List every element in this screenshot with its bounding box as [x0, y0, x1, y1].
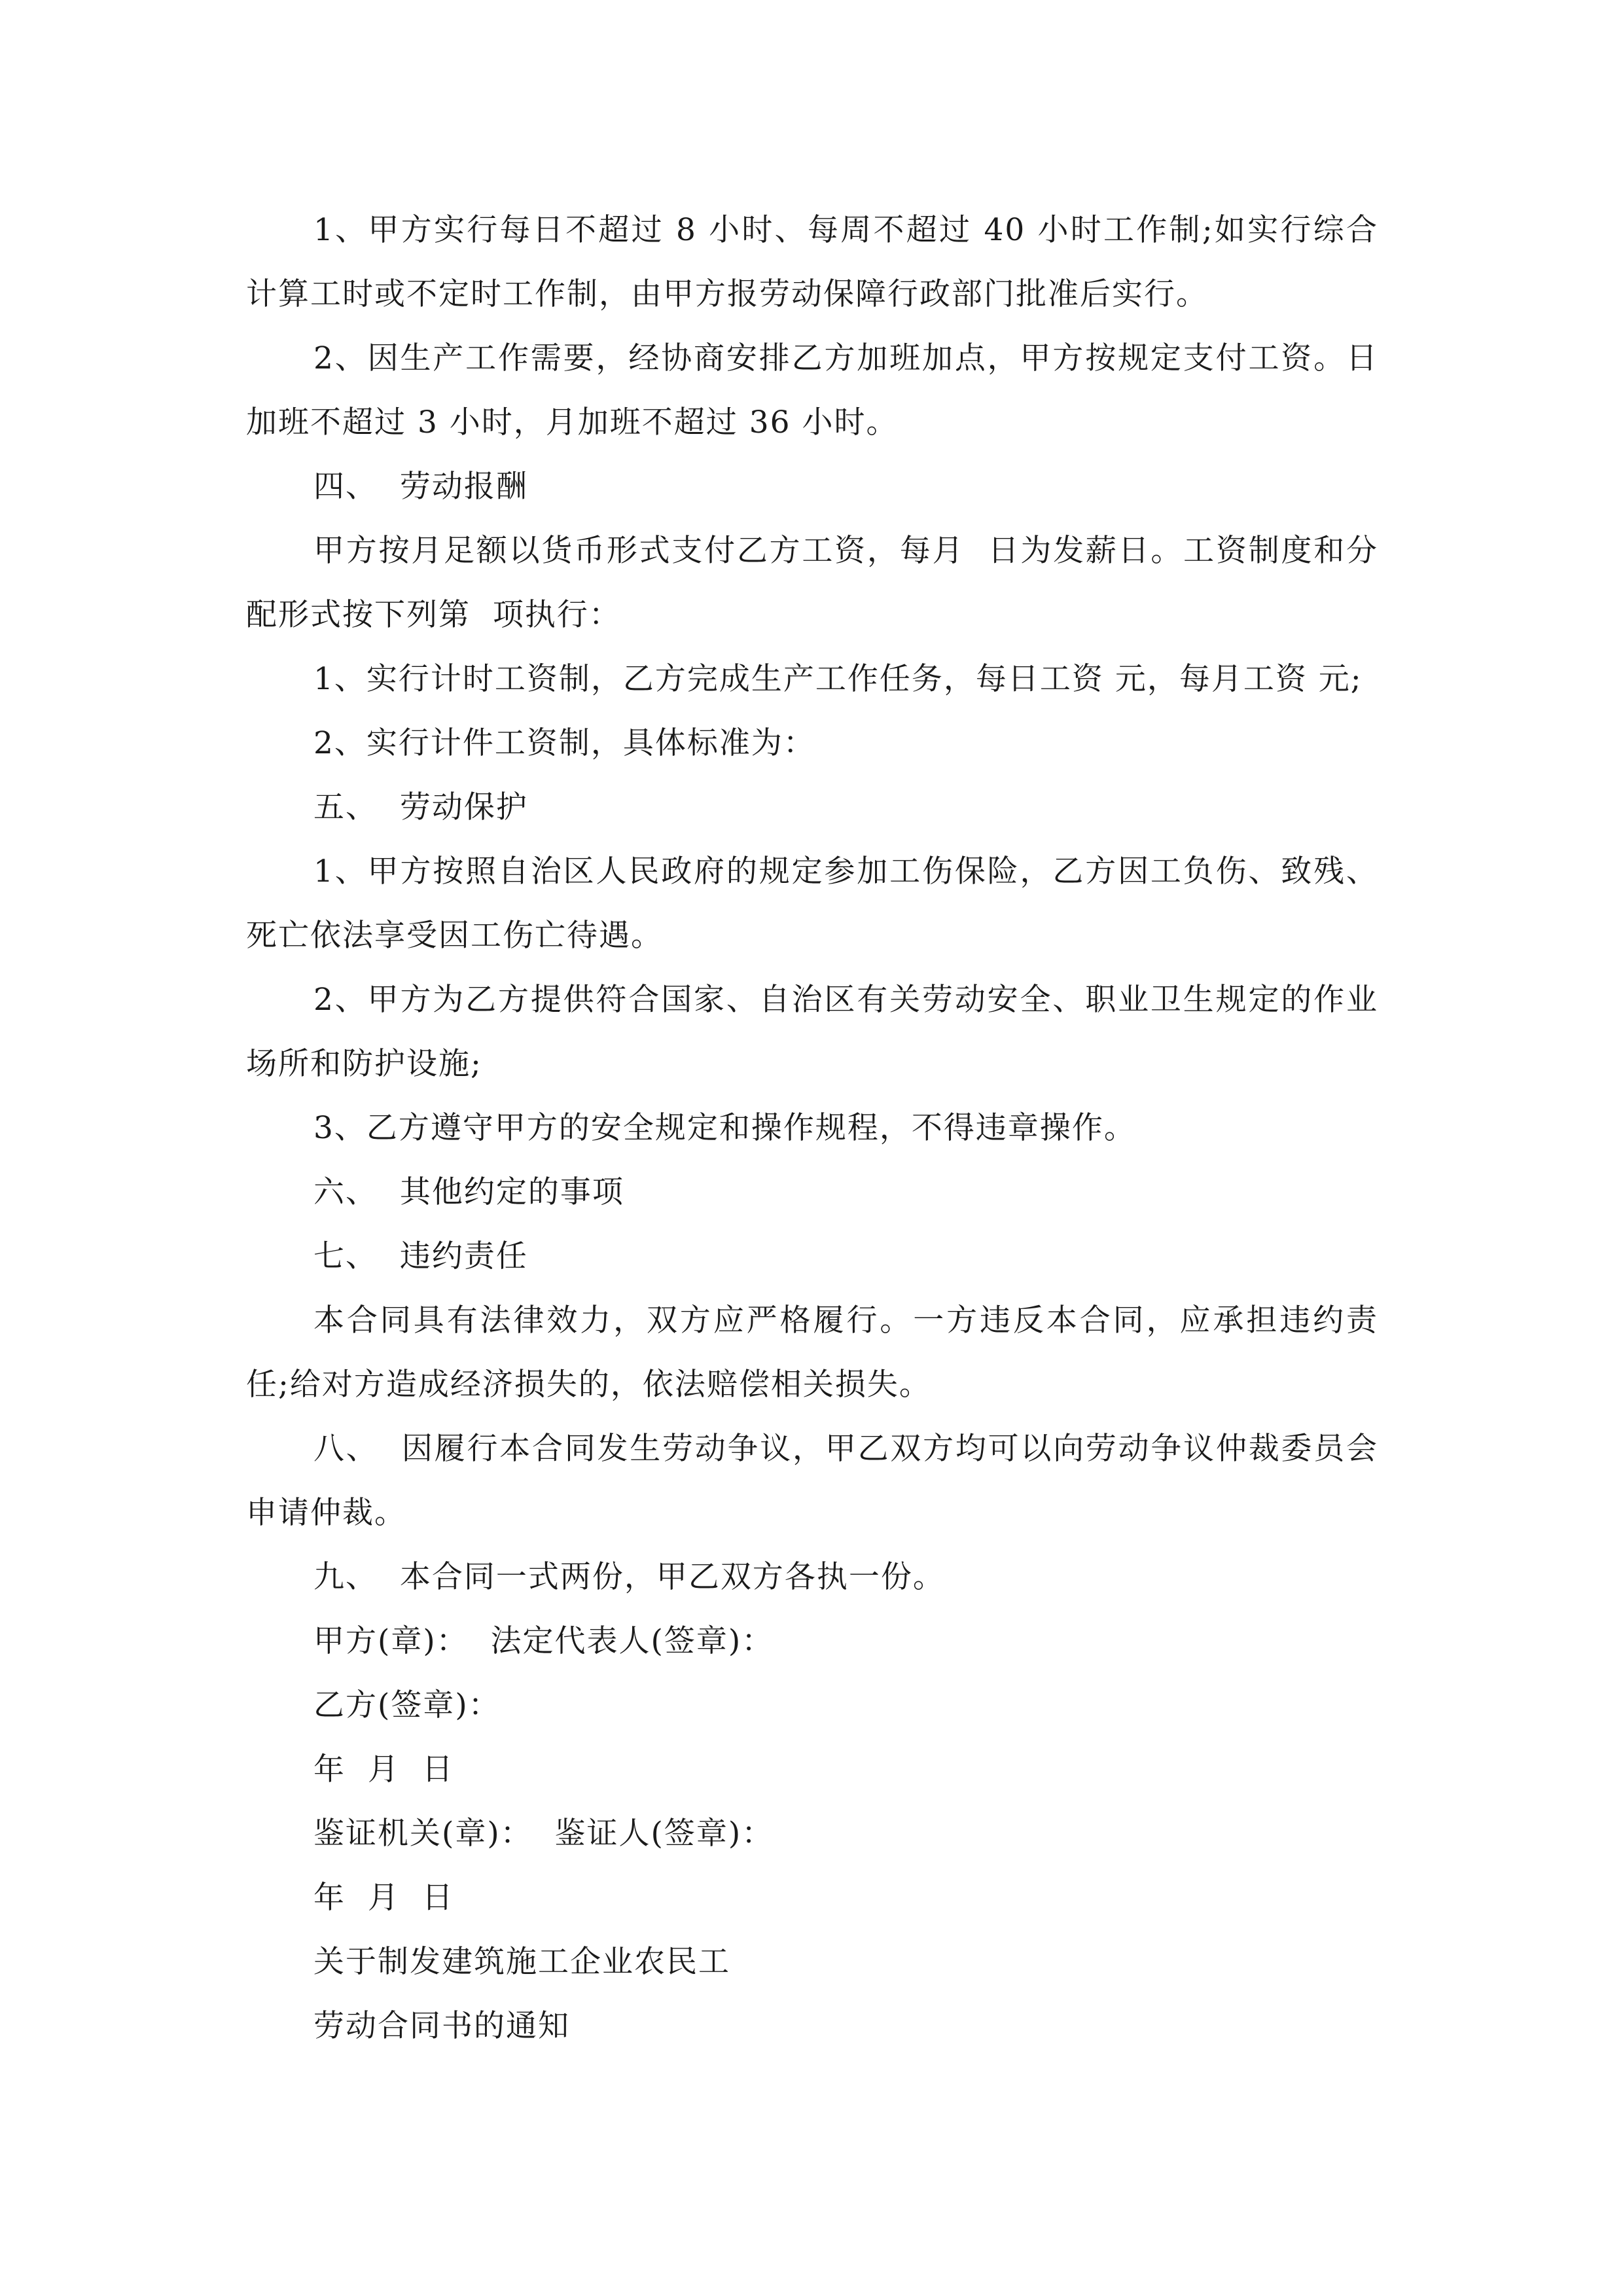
- clause-remuneration-intro: 甲方按月足额以货币形式支付乙方工资，每月 日为发薪日。工资制度和分配形式按下列第 项执行：: [246, 533, 1378, 633]
- clause-work-hours-2: 2、因生产工作需要，经协商安排乙方加班加点，甲方按规定支付工资。日加班不超过 3 小时，月加班不超过 36 小时。: [246, 340, 1378, 440]
- clause-protection-1: 1、甲方按照自治区人民政府的规定参加工伤保险，乙方因工负伤、致残、死亡依法享受因工伤亡待遇。: [246, 853, 1378, 954]
- section-heading-protection: 五、 劳动保护: [313, 789, 528, 825]
- date-line-2: 年 月 日: [313, 1880, 454, 1916]
- clause-copies: 九、 本合同一式两份，甲乙双方各执一份。: [313, 1559, 945, 1595]
- signature-notary: 鉴证机关(章)： 鉴证人(签章)：: [313, 1816, 774, 1852]
- section-heading-remuneration: 四、 劳动报酬: [313, 469, 528, 505]
- notice-title-line-1: 关于制发建筑施工企业农民工: [313, 1944, 730, 1980]
- clause-liability: 本合同具有法律效力，双方应严格履行。一方违反本合同，应承担违约责任;给对方造成经济损失的，依法赔偿相关损失。: [246, 1302, 1378, 1403]
- clause-remuneration-1: 1、实行计时工资制，乙方完成生产工作任务，每日工资 元，每月工资 元;: [313, 661, 1363, 697]
- document-body: [246, 198, 1378, 2058]
- clause-protection-2: 2、甲方为乙方提供符合国家、自治区有关劳动安全、职业卫生规定的作业场所和防护设施;: [246, 982, 1378, 1082]
- date-line-1: 年 月 日: [313, 1751, 454, 1787]
- clause-protection-3: 3、乙方遵守甲方的安全规定和操作规程，不得违章操作。: [313, 1110, 1136, 1146]
- clause-work-hours-1: 1、甲方实行每日不超过 8 小时、每周不超过 40 小时工作制;如实行综合计算工时或不定时工作制，由甲方报劳动保障行政部门批准后实行。: [246, 212, 1378, 312]
- clause-dispute: 八、 因履行本合同发生劳动争议，甲乙双方均可以向劳动争议仲裁委员会申请仲裁。: [246, 1431, 1378, 1531]
- clause-remuneration-2: 2、实行计件工资制，具体标准为：: [313, 725, 815, 761]
- signature-party-b: 乙方(签章)：: [313, 1687, 501, 1723]
- section-heading-liability: 七、 违约责任: [313, 1238, 528, 1274]
- signature-party-a: 甲方(章)： 法定代表人(签章)：: [313, 1623, 774, 1659]
- notice-title-line-2: 劳动合同书的通知: [313, 2008, 570, 2044]
- section-heading-other: 六、 其他约定的事项: [313, 1174, 624, 1210]
